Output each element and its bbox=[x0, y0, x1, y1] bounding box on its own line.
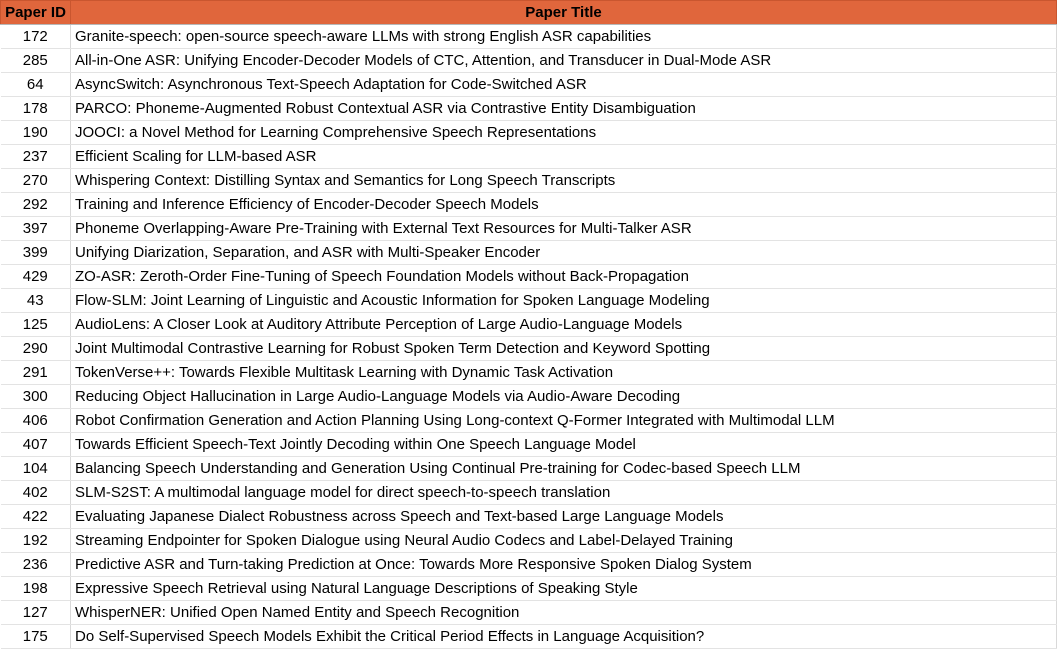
paper-id-cell[interactable]: 292 bbox=[1, 193, 71, 217]
paper-id-cell[interactable]: 236 bbox=[1, 553, 71, 577]
table-row bbox=[1, 457, 1057, 481]
table-row bbox=[1, 385, 1057, 409]
table-row bbox=[1, 553, 1057, 577]
paper-id-cell[interactable]: 285 bbox=[1, 49, 71, 73]
table-row bbox=[1, 601, 1057, 625]
paper-title-cell[interactable]: Unifying Diarization, Separation, and ASR with Multi-Speaker Encoder bbox=[71, 241, 1057, 265]
table-row bbox=[1, 193, 1057, 217]
table-body bbox=[1, 25, 1057, 649]
table-row bbox=[1, 73, 1057, 97]
paper-title-cell[interactable]: SLM-S2ST: A multimodal language model for direct speech-to-speech translation bbox=[71, 481, 1057, 505]
paper-id-cell[interactable]: 407 bbox=[1, 433, 71, 457]
paper-id-cell[interactable]: 270 bbox=[1, 169, 71, 193]
paper-title-cell[interactable]: Balancing Speech Understanding and Generation Using Continual Pre-training for Codec-based Speech LLM bbox=[71, 457, 1057, 481]
paper-id-cell[interactable]: 290 bbox=[1, 337, 71, 361]
paper-id-cell[interactable]: 397 bbox=[1, 217, 71, 241]
table-row bbox=[1, 529, 1057, 553]
table-row bbox=[1, 625, 1057, 649]
paper-id-cell[interactable]: 198 bbox=[1, 577, 71, 601]
table-row bbox=[1, 337, 1057, 361]
paper-title-cell[interactable]: Whispering Context: Distilling Syntax and Semantics for Long Speech Transcripts bbox=[71, 169, 1057, 193]
table-row bbox=[1, 145, 1057, 169]
paper-title-cell[interactable]: Reducing Object Hallucination in Large Audio-Language Models via Audio-Aware Decoding bbox=[71, 385, 1057, 409]
paper-title-cell[interactable]: Evaluating Japanese Dialect Robustness across Speech and Text-based Large Language Models bbox=[71, 505, 1057, 529]
paper-title-cell[interactable]: Predictive ASR and Turn-taking Prediction at Once: Towards More Responsive Spoken Dialog System bbox=[71, 553, 1057, 577]
table-row bbox=[1, 577, 1057, 601]
paper-title-cell[interactable]: Granite-speech: open-source speech-aware LLMs with strong English ASR capabilities bbox=[71, 25, 1057, 49]
paper-title-cell[interactable]: AsyncSwitch: Asynchronous Text-Speech Adaptation for Code-Switched ASR bbox=[71, 73, 1057, 97]
header-paper-id[interactable]: Paper ID bbox=[1, 1, 71, 25]
paper-id-cell[interactable]: 172 bbox=[1, 25, 71, 49]
table-row bbox=[1, 265, 1057, 289]
paper-id-cell[interactable]: 291 bbox=[1, 361, 71, 385]
paper-id-cell[interactable]: 422 bbox=[1, 505, 71, 529]
paper-title-cell[interactable]: TokenVerse++: Towards Flexible Multitask Learning with Dynamic Task Activation bbox=[71, 361, 1057, 385]
paper-id-cell[interactable]: 399 bbox=[1, 241, 71, 265]
paper-title-cell[interactable]: AudioLens: A Closer Look at Auditory Attribute Perception of Large Audio-Language Models bbox=[71, 313, 1057, 337]
paper-title-cell[interactable]: Towards Efficient Speech-Text Jointly Decoding within One Speech Language Model bbox=[71, 433, 1057, 457]
table-row bbox=[1, 97, 1057, 121]
paper-id-cell[interactable]: 300 bbox=[1, 385, 71, 409]
paper-title-cell[interactable]: JOOCI: a Novel Method for Learning Comprehensive Speech Representations bbox=[71, 121, 1057, 145]
table-row bbox=[1, 49, 1057, 73]
header-row bbox=[1, 1, 1057, 25]
paper-id-cell[interactable]: 237 bbox=[1, 145, 71, 169]
paper-title-cell[interactable]: Expressive Speech Retrieval using Natural Language Descriptions of Speaking Style bbox=[71, 577, 1057, 601]
paper-title-cell[interactable]: Do Self-Supervised Speech Models Exhibit the Critical Period Effects in Language Acquisition? bbox=[71, 625, 1057, 649]
paper-id-cell[interactable]: 190 bbox=[1, 121, 71, 145]
paper-title-cell[interactable]: Streaming Endpointer for Spoken Dialogue using Neural Audio Codecs and Label-Delayed Training bbox=[71, 529, 1057, 553]
paper-title-cell[interactable]: Robot Confirmation Generation and Action Planning Using Long-context Q-Former Integrated with Multimodal LLM bbox=[71, 409, 1057, 433]
paper-id-cell[interactable]: 429 bbox=[1, 265, 71, 289]
table-row bbox=[1, 25, 1057, 49]
paper-id-cell[interactable]: 192 bbox=[1, 529, 71, 553]
table-row bbox=[1, 409, 1057, 433]
paper-title-cell[interactable]: Phoneme Overlapping-Aware Pre-Training with External Text Resources for Multi-Talker ASR bbox=[71, 217, 1057, 241]
table-row bbox=[1, 289, 1057, 313]
header-paper-title[interactable]: Paper Title bbox=[71, 1, 1057, 25]
table-row bbox=[1, 481, 1057, 505]
paper-id-cell[interactable]: 64 bbox=[1, 73, 71, 97]
table-row bbox=[1, 217, 1057, 241]
table-row bbox=[1, 169, 1057, 193]
table-row bbox=[1, 313, 1057, 337]
paper-title-cell[interactable]: Efficient Scaling for LLM-based ASR bbox=[71, 145, 1057, 169]
paper-id-cell[interactable]: 125 bbox=[1, 313, 71, 337]
paper-title-cell[interactable]: PARCO: Phoneme-Augmented Robust Contextual ASR via Contrastive Entity Disambiguation bbox=[71, 97, 1057, 121]
table-row bbox=[1, 361, 1057, 385]
paper-title-cell[interactable]: WhisperNER: Unified Open Named Entity and Speech Recognition bbox=[71, 601, 1057, 625]
table-row bbox=[1, 433, 1057, 457]
paper-id-cell[interactable]: 402 bbox=[1, 481, 71, 505]
table-row bbox=[1, 241, 1057, 265]
paper-id-cell[interactable]: 406 bbox=[1, 409, 71, 433]
paper-title-cell[interactable]: ZO-ASR: Zeroth-Order Fine-Tuning of Speech Foundation Models without Back-Propagation bbox=[71, 265, 1057, 289]
table-row bbox=[1, 121, 1057, 145]
paper-id-cell[interactable]: 175 bbox=[1, 625, 71, 649]
paper-title-cell[interactable]: All-in-One ASR: Unifying Encoder-Decoder Models of CTC, Attention, and Transducer in Dual-Mode ASR bbox=[71, 49, 1057, 73]
paper-id-cell[interactable]: 178 bbox=[1, 97, 71, 121]
table-row bbox=[1, 505, 1057, 529]
paper-title-cell[interactable]: Training and Inference Efficiency of Encoder-Decoder Speech Models bbox=[71, 193, 1057, 217]
paper-id-cell[interactable]: 43 bbox=[1, 289, 71, 313]
paper-title-cell[interactable]: Flow-SLM: Joint Learning of Linguistic and Acoustic Information for Spoken Language Modeling bbox=[71, 289, 1057, 313]
paper-id-cell[interactable]: 104 bbox=[1, 457, 71, 481]
paper-title-cell[interactable]: Joint Multimodal Contrastive Learning for Robust Spoken Term Detection and Keyword Spotting bbox=[71, 337, 1057, 361]
paper-id-cell[interactable]: 127 bbox=[1, 601, 71, 625]
